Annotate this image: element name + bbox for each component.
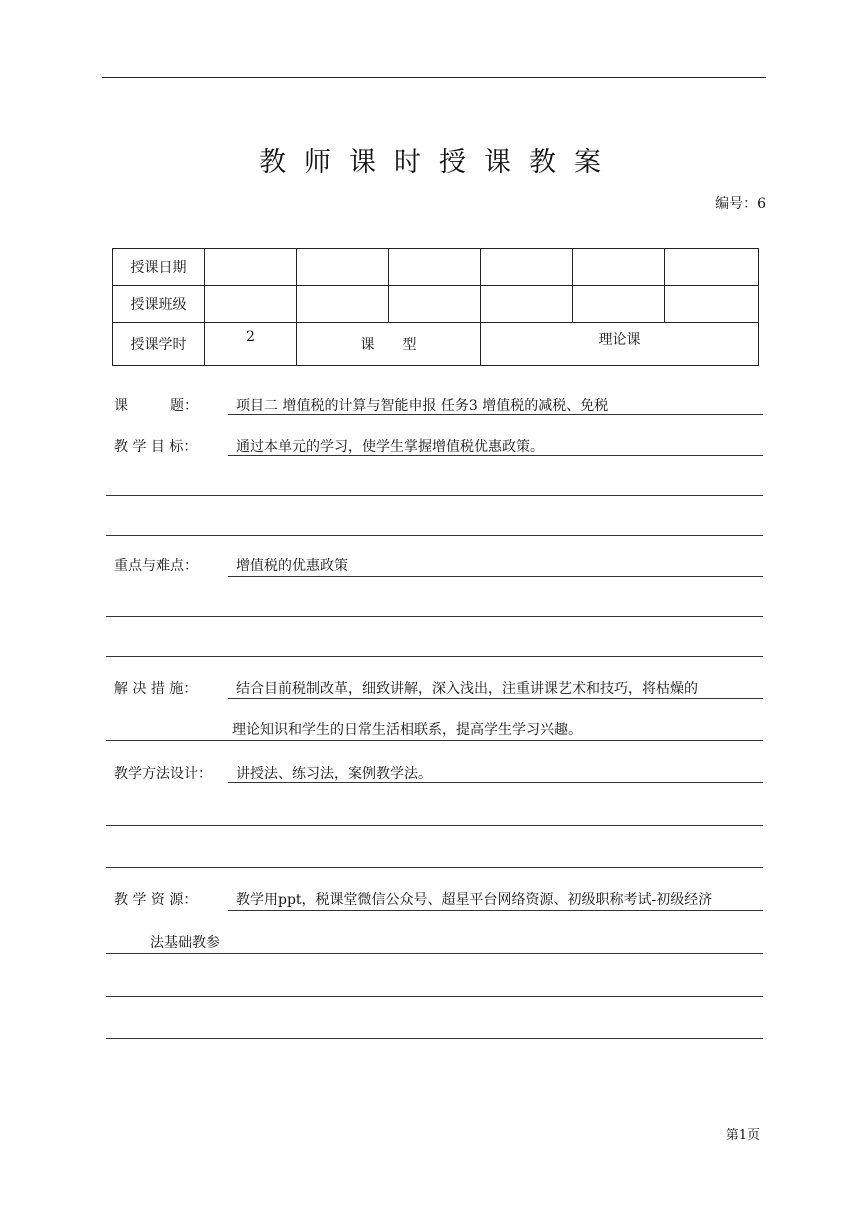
type-value: 理论课 — [481, 323, 759, 366]
hours-label: 授课学时 — [113, 323, 205, 366]
measures-underline — [228, 698, 763, 699]
blank-line — [106, 616, 763, 617]
measures-line1: 结合目前税制改革，细致讲解，深入浅出，注重讲课艺术和技巧，将枯燥的 — [236, 681, 698, 697]
hours-value: 2 — [205, 323, 297, 366]
date-cell — [297, 249, 389, 286]
page-title: 教师课时授课教案 — [259, 147, 619, 178]
date-label: 授课日期 — [113, 249, 205, 286]
topic-underline — [228, 414, 763, 415]
method-underline — [228, 782, 763, 783]
class-cell — [481, 286, 573, 323]
resources-line2: 法基础教参 — [150, 935, 220, 951]
key-value: 增值税的优惠政策 — [236, 558, 348, 574]
class-label: 授课班级 — [113, 286, 205, 323]
method-label: 教学方法设计： — [114, 766, 212, 782]
blank-line — [106, 825, 763, 826]
method-value: 讲授法、练习法，案例教学法。 — [236, 766, 432, 782]
blank-line — [106, 656, 763, 657]
class-cell — [665, 286, 759, 323]
date-cell — [205, 249, 297, 286]
blank-line — [106, 535, 763, 536]
resources-label: 教 学 资 源： — [114, 892, 198, 908]
date-cell — [481, 249, 573, 286]
blank-line — [106, 495, 763, 496]
class-cell — [573, 286, 665, 323]
date-cell — [389, 249, 481, 286]
resources-line1: 教学用ppt，税课堂微信公众号、超星平台网络资源、初级职称考试-初级经济 — [236, 892, 713, 908]
page-number: 第1页 — [725, 1128, 760, 1143]
blank-line — [106, 996, 763, 997]
topic-value: 项目二 增值税的计算与智能申报 任务3 增值税的减税、免税 — [236, 398, 609, 414]
header-rule — [102, 77, 766, 78]
resources-underline2 — [106, 953, 763, 954]
topic-label: 课 题： — [114, 398, 198, 414]
type-label: 课 型 — [297, 323, 481, 366]
blank-line — [106, 867, 763, 868]
class-cell — [205, 286, 297, 323]
info-table — [112, 248, 759, 366]
date-cell — [573, 249, 665, 286]
goal-value: 通过本单元的学习，使学生掌握增值税优惠政策。 — [236, 439, 544, 455]
measures-line2: 理论知识和学生的日常生活相联系，提高学生学习兴趣。 — [232, 722, 582, 738]
table-row — [113, 323, 759, 366]
class-cell — [297, 286, 389, 323]
measures-underline2 — [106, 740, 763, 741]
table-row — [113, 249, 759, 286]
table-row — [113, 286, 759, 323]
goal-underline — [228, 455, 763, 456]
goal-label: 教 学 目 标： — [114, 439, 198, 455]
key-label: 重点与难点： — [114, 558, 198, 574]
resources-underline — [228, 910, 763, 911]
measures-label: 解 决 措 施： — [114, 681, 198, 697]
key-underline — [228, 576, 763, 577]
date-cell — [665, 249, 759, 286]
class-cell — [389, 286, 481, 323]
blank-line — [106, 1038, 763, 1039]
doc-number: 编号：6 — [715, 196, 766, 212]
